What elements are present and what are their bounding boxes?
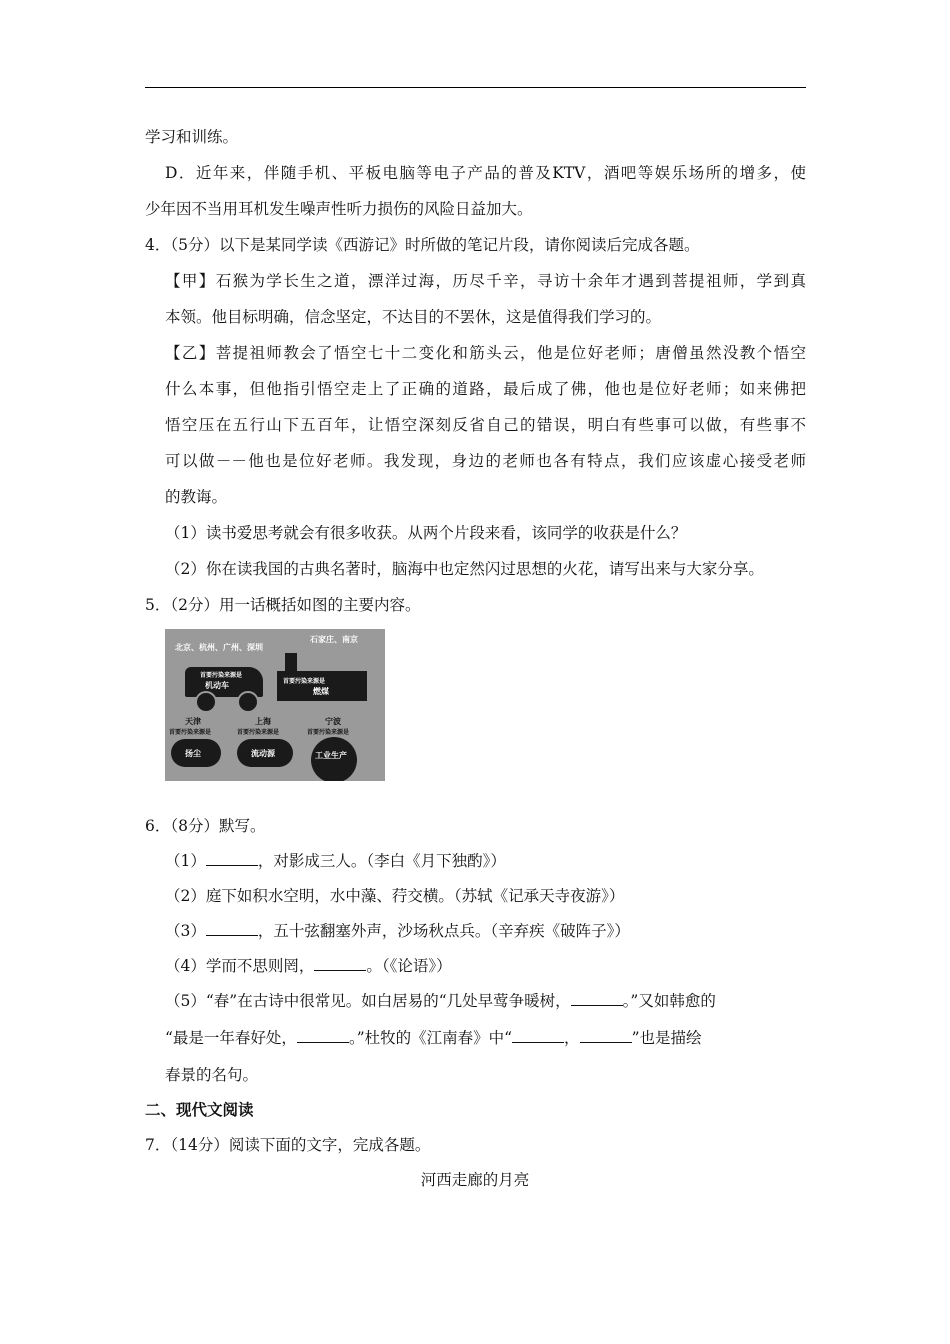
section-heading: 二、现代文阅读: [145, 1100, 254, 1119]
answer-blank[interactable]: [571, 991, 623, 1006]
question-6-5-line2: “最是一年春好处， 。”杜牧的《江南春》中“ ， ”也是描绘: [165, 1029, 702, 1047]
yi-line2: 什么本事，但他指引悟空走上了正确的道路，最后成了佛，他也是位好老师；如来佛把: [165, 380, 806, 398]
source-label: 扬尘: [185, 749, 201, 758]
question-4-2: （2）你在读我国的古典名著时，脑海中也定然闪过思想的火花，请写出来与大家分享。: [165, 560, 764, 578]
yi-line1: 【乙】菩提祖师教会了悟空七十二变化和筋头云，他是位好老师；唐僧虽然没教个悟空: [165, 344, 806, 362]
yi-line3: 悟空压在五行山下五百年，让悟空深刻反省自己的错误，明白有些事可以做，有些事不: [165, 416, 806, 434]
source-caption: 首要污染来源是: [283, 678, 326, 685]
option-d-line1: D．近年来，伴随手机、平板电脑等电子产品的普及KTV，酒吧等娱乐场所的增多，使: [165, 164, 806, 182]
cities-label: 宁波: [325, 717, 341, 726]
source-label: 工业生产: [315, 751, 347, 760]
answer-blank[interactable]: [314, 956, 366, 971]
car-wheel-icon: [195, 691, 217, 713]
question-4: 4．（5分）以下是某同学读《西游记》时所做的笔记片段，请你阅读后完成各题。: [145, 236, 700, 254]
source-label: 燃煤: [313, 687, 329, 696]
yi-line5: 的教诲。: [165, 488, 228, 506]
question-6-2: （2）庭下如积水空明，水中藻、荇交横。（苏轼《记承天寺夜游》）: [165, 887, 625, 905]
question-6-5-line3: 春景的名句。: [165, 1066, 259, 1084]
source-caption: 首要污染来源是: [200, 672, 243, 679]
chimney-icon: [285, 653, 297, 673]
source-caption: 首要污染来源是: [307, 729, 350, 736]
question-7: 7．（14分）阅读下面的文字，完成各题。: [145, 1136, 431, 1154]
source-label: 机动车: [205, 681, 229, 690]
answer-blank[interactable]: [512, 1028, 564, 1043]
question-6-1: （1） ，对影成三人。（李白《月下独酌》）: [165, 852, 506, 870]
jia-line1: 【甲】石猴为学长生之道，漂洋过海，历尽千辛，寻访十余年才遇到菩提祖师，学到真: [165, 272, 806, 290]
pollution-sources-image: [165, 629, 385, 781]
header-rule: [145, 87, 806, 88]
cities-label: 上海: [255, 717, 271, 726]
jia-line2: 本领。他目标明确，信念坚定，不达目的不罢休，这是值得我们学习的。: [165, 308, 662, 326]
factory-shape: [277, 671, 367, 701]
article-title: 河西走廊的月亮: [420, 1171, 530, 1189]
question-6-5-line1: （5）“春”在古诗中很常见。如白居易的“几处早莺争暖树， 。”又如韩愈的: [165, 992, 716, 1010]
source-label: 流动源: [251, 749, 275, 758]
car-wheel-icon: [237, 691, 259, 713]
answer-blank[interactable]: [580, 1028, 632, 1043]
source-caption: 首要污染来源是: [169, 729, 212, 736]
answer-blank[interactable]: [206, 921, 258, 936]
question-4-1: （1）读书爱思考就会有很多收获。从两个片段来看，该同学的收获是什么？: [165, 524, 687, 542]
yi-line4: 可以做－－他也是位好老师。我发现，身边的老师也各有特点，我们应该虚心接受老师: [165, 452, 806, 470]
answer-blank[interactable]: [206, 851, 258, 866]
answer-blank[interactable]: [297, 1028, 349, 1043]
cities-label: 北京、杭州、广州、深圳: [175, 643, 263, 652]
source-caption: 首要污染来源是: [237, 729, 280, 736]
question-6-3: （3） ，五十弦翻塞外声，沙场秋点兵。（辛弃疾《破阵子》）: [165, 922, 630, 940]
text-line: 学习和训练。: [145, 128, 239, 146]
cities-label: 天津: [185, 717, 201, 726]
question-6-4: （4）学而不思则罔， 。（《论语》）: [165, 957, 452, 975]
question-5: 5．（2分）用一话概括如图的主要内容。: [145, 596, 421, 614]
question-6: 6．（8分）默写。: [145, 817, 266, 835]
cities-label: 石家庄、南京: [310, 635, 358, 644]
option-d-line2: 少年因不当用耳机发生噪声性听力损伤的风险日益加大。: [145, 200, 533, 218]
